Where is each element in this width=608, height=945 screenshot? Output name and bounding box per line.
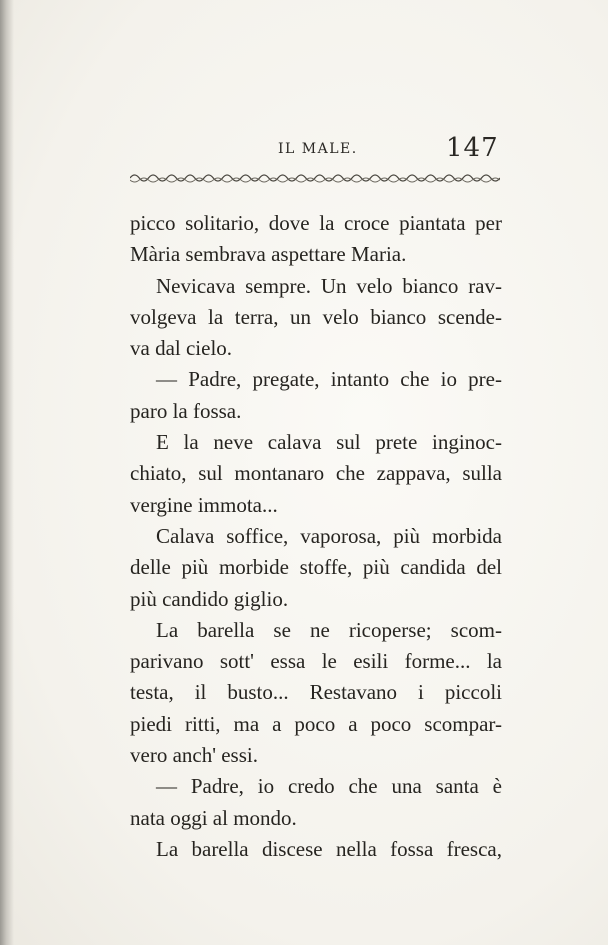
text-line: La barella se ne ricoperse; scom-: [156, 617, 502, 642]
text-line: Calava soffice, vaporosa, più morbida: [156, 523, 502, 548]
text-line: testa, il busto... Restavano i piccoli: [130, 680, 502, 705]
text-line: La barella discese nella fossa fresca,: [156, 836, 502, 861]
page-number: 147: [446, 133, 499, 163]
text-line: delle più morbide stoffe, più candida del: [130, 555, 502, 580]
text-line: va dal cielo.: [130, 336, 233, 361]
text-line: Nevicava sempre. Un velo bianco rav-: [156, 273, 502, 298]
ornamental-rule: [130, 172, 500, 184]
text-line: nata oggi al mondo.: [130, 805, 297, 830]
text-line: — Padre, io credo che una santa è: [156, 774, 502, 799]
text-line: chiato, sul montanaro che zappava, sulla: [130, 461, 502, 486]
text-line: picco solitario, dove la croce piantata per: [130, 211, 502, 235]
running-head: IL MALE.: [278, 141, 358, 157]
text-line: vergine immota...: [130, 492, 278, 517]
text-line: vero anch' essi.: [130, 743, 258, 768]
text-line: paro la fossa.: [130, 398, 242, 423]
text-line: volgeva la terra, un velo bianco scende-: [130, 304, 502, 329]
text-line: — Padre, pregate, intanto che io pre-: [156, 367, 502, 392]
text-line: parivano sott' essa le esili forme... la: [130, 649, 502, 674]
text-line: più candido giglio.: [130, 586, 289, 611]
text-line: piedi ritti, ma a poco a poco scompar-: [130, 711, 502, 736]
text-line: Mària sembrava aspettare Maria.: [130, 242, 407, 267]
page-header: [0, 133, 608, 167]
text-line: E la neve calava sul prete inginoc-: [156, 430, 502, 455]
body-text: [130, 208, 502, 865]
